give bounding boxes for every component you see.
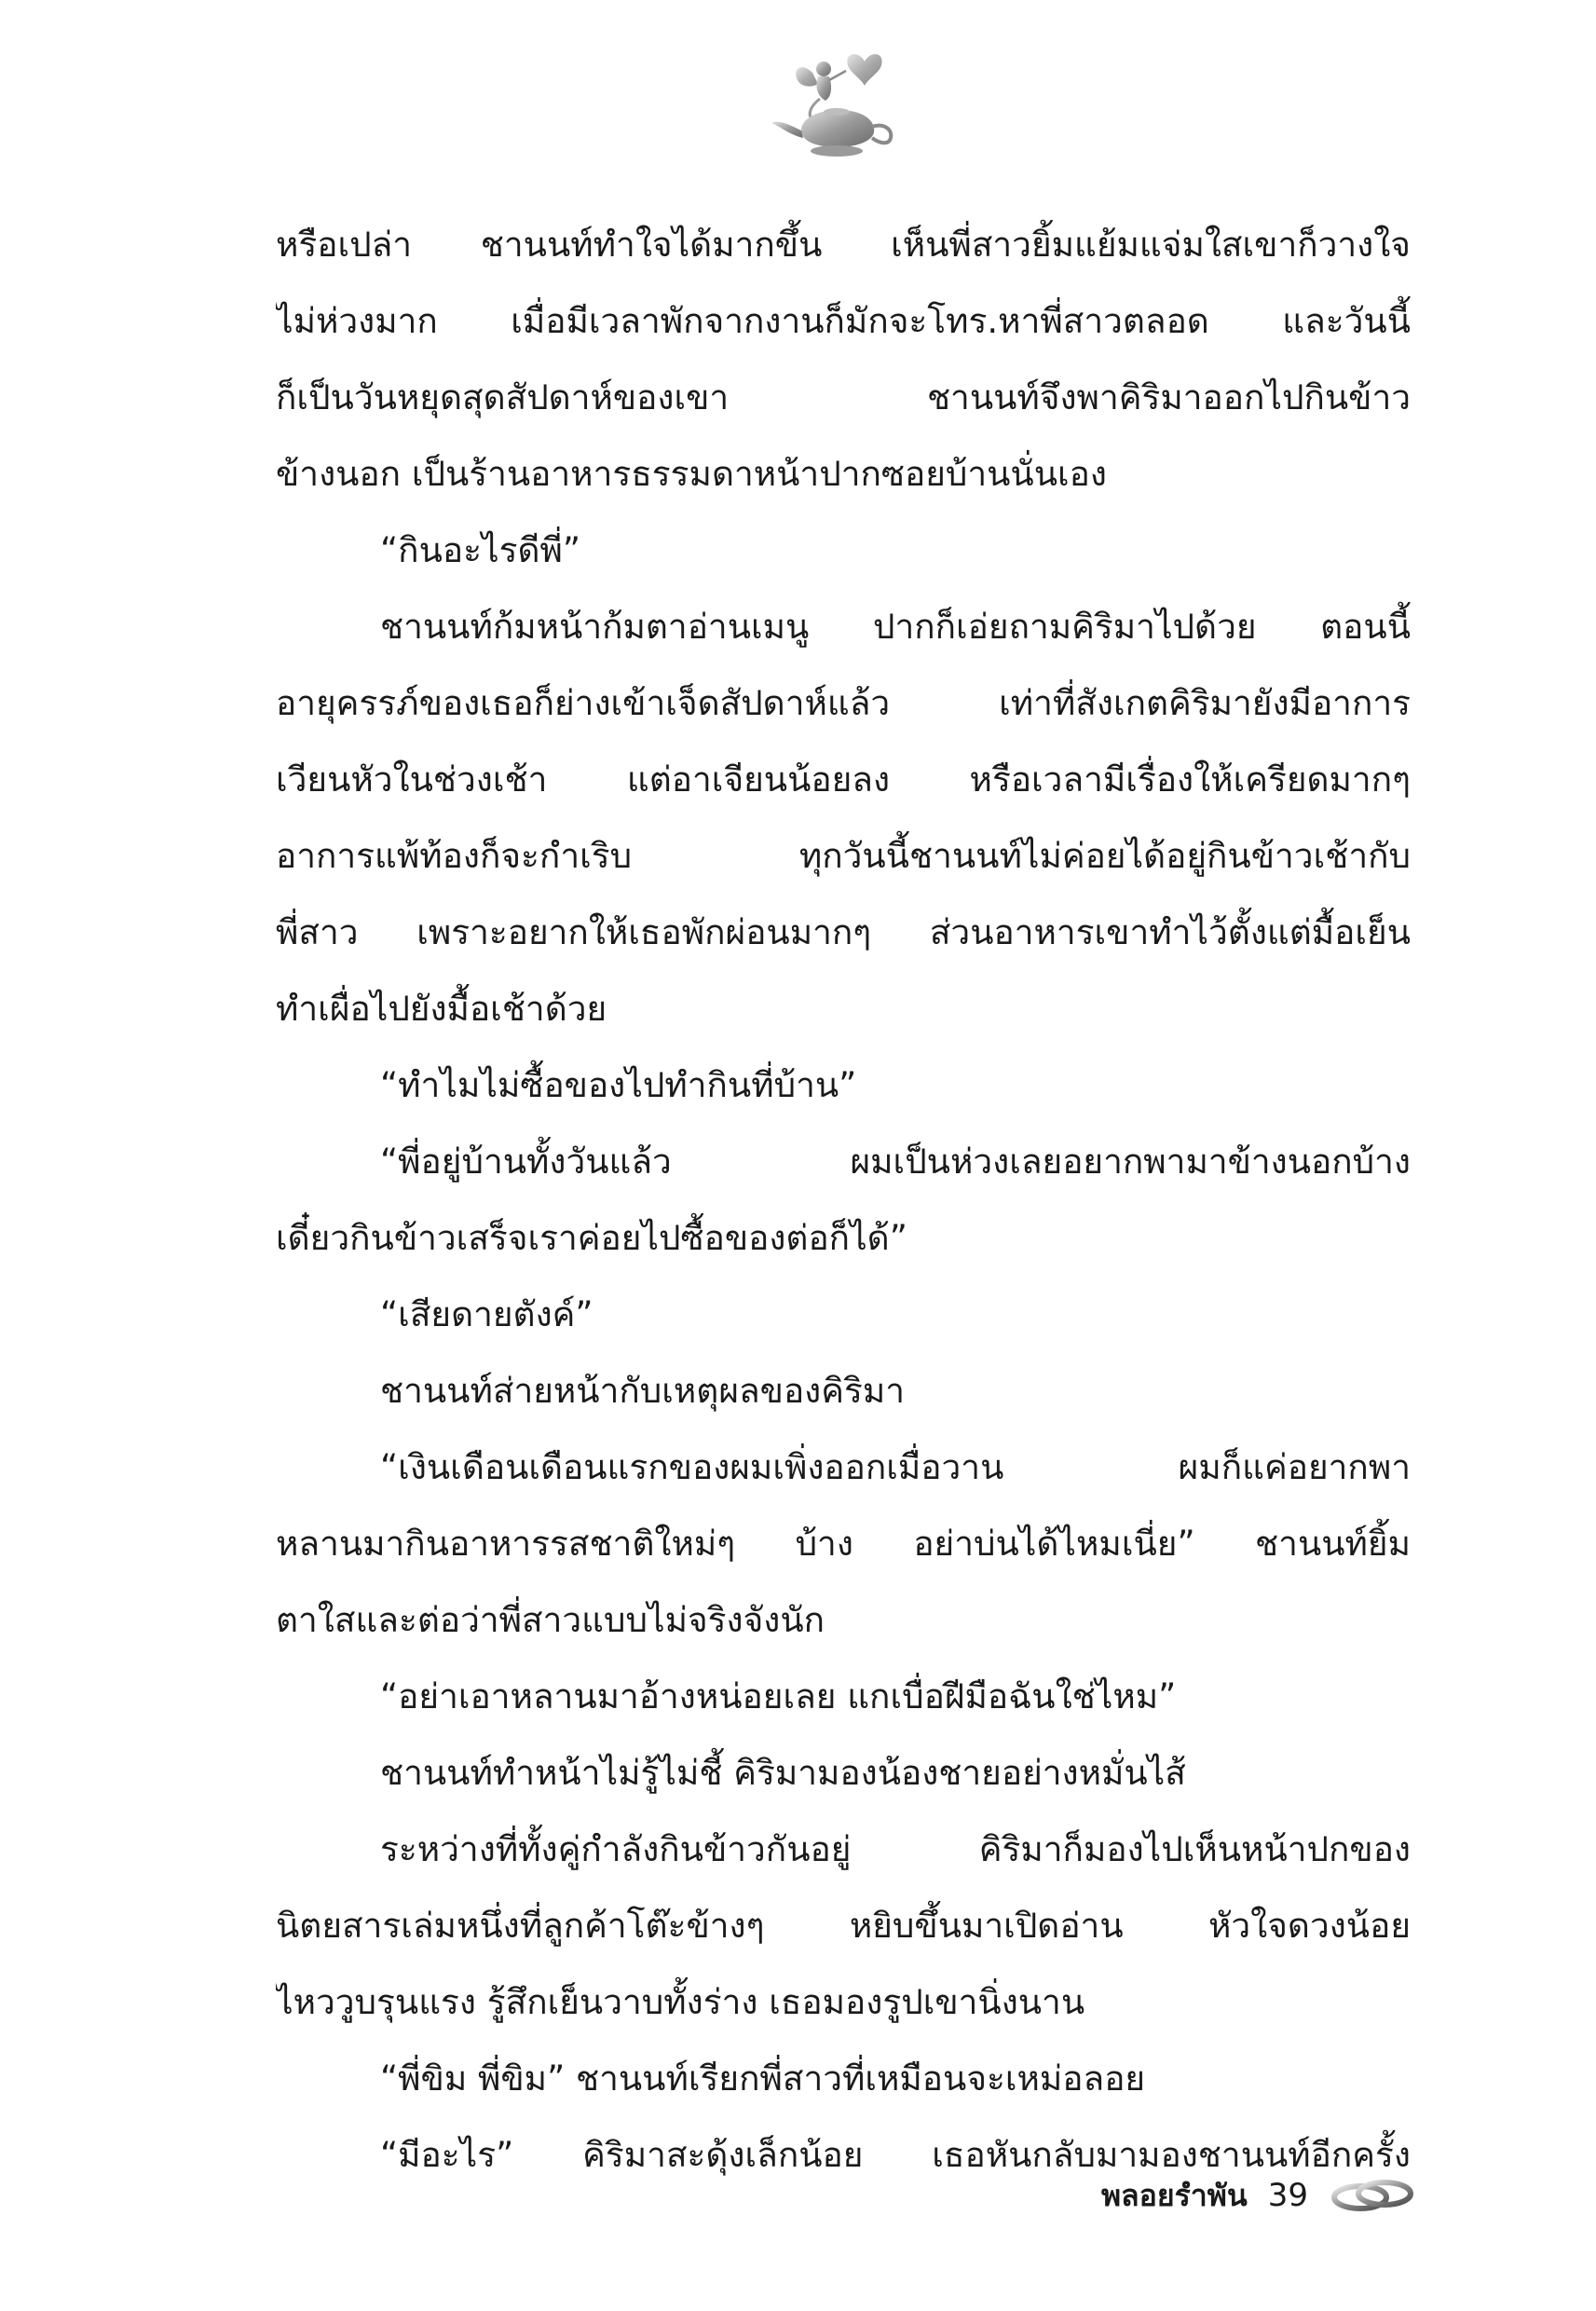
page-footer <box>932 2167 1416 2223</box>
text-line: เดี๋ยวกินข้าวเสร็จเราค่อยไปซื้อของต่อก็ได้” <box>276 1218 907 1258</box>
body-text <box>276 207 1411 2194</box>
wedding-rings-icon <box>1329 2175 1416 2216</box>
text-line: ตาใสและต่อว่าพี่สาวแบบไม่จริงจังนัก <box>276 1600 825 1640</box>
page-number: 39 <box>1267 2177 1308 2214</box>
text-line: “พี่อยู่บ้านทั้งวันแล้ว ผมเป็นห่วงเลยอยากพามาข้างนอกบ้าง <box>380 1142 1411 1182</box>
text-line: ไม่ห่วงมาก เมื่อมีเวลาพักจากงานก็มักจะโทร.หาพี่สาวตลอด และวันนี้ <box>276 301 1411 341</box>
text-line: “พี่ขิม พี่ขิม” ชานนท์เรียกพี่สาวที่เหมือนจะเหม่อลอย <box>380 2058 1146 2099</box>
text-line: ระหว่างที่ทั้งคู่กำลังกินข้าวกันอยู่ คิริมาก็มองไปเห็นหน้าปกของ <box>380 1829 1411 1869</box>
text-line: “มีอะไร” คิริมาสะดุ้งเล็กน้อย เธอหันกลับมามองชานนท์อีกครั้ง <box>380 2135 1411 2175</box>
text-line: ก็เป็นวันหยุดสุดสัปดาห์ของเขา ชานนท์จึงพาคิริมาออกไปกินข้าว <box>276 377 1411 417</box>
book-title: พลอยรำพัน <box>1100 2177 1248 2213</box>
text-line: “กินอะไรดีพี่” <box>380 530 581 570</box>
text-line: เวียนหัวในช่วงเช้า แต่อาเจียนน้อยลง หรือเวลามีเรื่องให้เครียดมากๆ <box>276 759 1411 800</box>
text-line: พี่สาว เพราะอยากให้เธอพักผ่อนมากๆ ส่วนอาหารเขาทำไว้ตั้งแต่มื้อเย็น <box>276 912 1411 952</box>
text-line: ทำเผื่อไปยังมื้อเช้าด้วย <box>276 989 607 1029</box>
cupid-teapot-icon <box>764 45 904 166</box>
text-line: ข้างนอก เป็นร้านอาหารธรรมดาหน้าปากซอยบ้านนั่นเอง <box>276 454 1107 494</box>
text-line: อาการแพ้ท้องก็จะกำเริบ ทุกวันนี้ชานนท์ไม่ค่อยได้อยู่กินข้าวเช้ากับ <box>276 836 1411 876</box>
text-line: ชานนท์ทำหน้าไม่รู้ไม่ชี้ คิริมามองน้องชายอย่างหมั่นไส้ <box>380 1753 1186 1793</box>
text-line: “อย่าเอาหลานมาอ้างหน่อยเลย แกเบื่อฝีมือฉันใช่ไหม” <box>380 1676 1177 1716</box>
text-line: ไหววูบรุนแรง รู้สึกเย็นวาบทั้งร่าง เธอมองรูปเขานิ่งนาน <box>276 1982 1085 2022</box>
text-line: ชานนท์ส่ายหน้ากับเหตุผลของคิริมา <box>380 1371 906 1411</box>
text-line: “เงินเดือนเดือนแรกของผมเพิ่งออกเมื่อวาน ผมก็แค่อยากพา <box>380 1447 1411 1487</box>
text-line: “เสียดายตังค์” <box>380 1294 593 1334</box>
text-line: อายุครรภ์ของเธอก็ย่างเข้าเจ็ดสัปดาห์แล้ว เท่าที่สังเกตคิริมายังมีอาการ <box>276 683 1411 723</box>
text-line: หลานมากินอาหารรสชาติใหม่ๆ บ้าง อย่าบ่นได้ไหมเนี่ย” ชานนท์ยิ้ม <box>276 1524 1411 1564</box>
text-line: “ทำไมไม่ซื้อของไปทำกินที่บ้าน” <box>380 1065 857 1105</box>
text-line: นิตยสารเล่มหนึ่งที่ลูกค้าโต๊ะข้างๆ หยิบขึ้นมาเปิดอ่าน หัวใจดวงน้อย <box>276 1906 1411 1946</box>
text-line: ชานนท์ก้มหน้าก้มตาอ่านเมนู ปากก็เอ่ยถามคิริมาไปด้วย ตอนนี้ <box>380 607 1411 647</box>
text-line: หรือเปล่า ชานนท์ทำใจได้มากขึ้น เห็นพี่สาวยิ้มแย้มแจ่มใสเขาก็วางใจ <box>276 225 1411 265</box>
